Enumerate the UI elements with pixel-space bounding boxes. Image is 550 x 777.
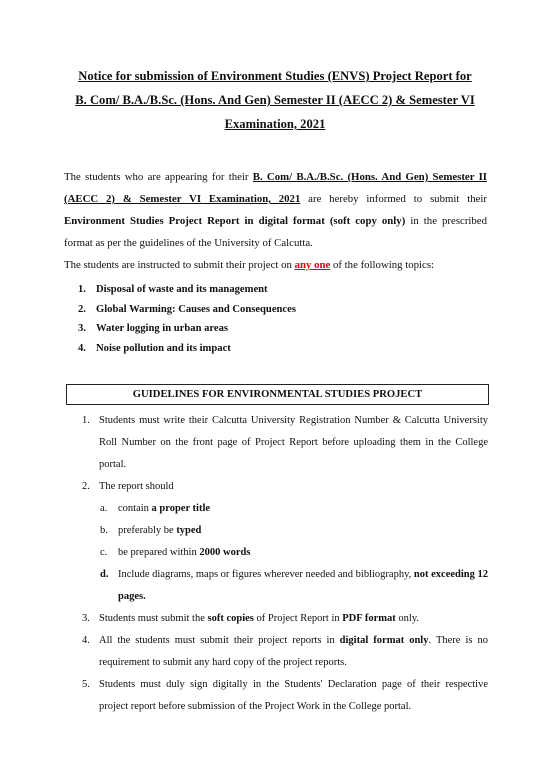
guideline-number: 3. xyxy=(82,613,90,624)
guideline-subitem-b xyxy=(82,520,488,542)
guideline-bold: PDF format xyxy=(342,613,396,624)
subitem-letter: d. xyxy=(100,569,109,580)
title-line-1: Notice for submission of Environment Studies (ENVS) Project Report for xyxy=(78,69,472,83)
subitem-text: Include diagrams, maps or figures wherever needed and bibliography, xyxy=(118,569,414,580)
intro-paragraph xyxy=(64,166,487,254)
intro-exam-name: B. Com/ B.A./B.Sc. (Hons. And Gen) Semester II (AECC 2) & Semester VI Examination, 2021 xyxy=(64,171,487,205)
topic-number: 2. xyxy=(78,303,86,315)
guideline-text: of Project Report in xyxy=(253,613,343,624)
subitem-bold: 2000 words xyxy=(199,547,251,558)
list-item xyxy=(78,280,498,300)
intro-report-format: Environment Studies Project Report in digital format (soft copy only) xyxy=(64,215,406,227)
subitem-bold: a proper title xyxy=(151,503,211,514)
subitem-letter: b. xyxy=(100,525,108,536)
guideline-number: 4. xyxy=(82,635,90,646)
guideline-bold: soft copies xyxy=(207,613,254,624)
notice-title xyxy=(40,64,510,136)
subitem-text: be prepared within xyxy=(118,547,200,558)
guideline-item-5 xyxy=(82,674,488,718)
guideline-item-3 xyxy=(82,608,488,630)
subitem-text: preferably be xyxy=(118,525,177,536)
guideline-text: only. xyxy=(395,613,420,624)
instruction-any-one: any one xyxy=(294,259,331,271)
guideline-text: All the students must submit their project reports in xyxy=(99,635,340,646)
subitem-bold: not exceeding 12 pages. xyxy=(118,569,488,602)
guideline-text: Students must write their Calcutta University Registration Number & Calcutta University Roll Number on the front page of Project Report before uploading them in the College portal. xyxy=(99,415,488,470)
list-item xyxy=(78,319,498,339)
instruction-text-1: The students are instructed to submit their project on xyxy=(64,259,295,271)
guidelines-heading: GUIDELINES FOR ENVIRONMENTAL STUDIES PROJECT xyxy=(66,384,489,405)
list-item xyxy=(78,300,498,320)
subitem-text: contain xyxy=(118,503,152,514)
topic-text: Water logging in urban areas xyxy=(96,323,229,334)
guideline-subitem-d xyxy=(82,564,488,608)
guideline-item-2 xyxy=(82,476,488,498)
subitem-letter: a. xyxy=(100,503,108,514)
title-line-2: B. Com/ B.A./B.Sc. (Hons. And Gen) Semester II (AECC 2) & Semester VI xyxy=(75,93,475,107)
list-item xyxy=(78,339,498,359)
intro-text-1: The students who are appearing for their xyxy=(64,171,253,183)
topic-text: Disposal of waste and its management xyxy=(96,284,268,295)
subitem-letter: c. xyxy=(100,547,108,558)
guideline-number: 1. xyxy=(82,415,90,426)
subitem-bold: typed xyxy=(176,525,202,536)
instruction-text-2: of the following topics: xyxy=(330,259,435,271)
guideline-bold: digital format only xyxy=(339,635,429,646)
guideline-number: 5. xyxy=(82,679,90,690)
guideline-item-1 xyxy=(82,410,488,476)
intro-text-3: in the prescribed format as per the guidelines of the University of Calcutta. xyxy=(64,215,488,249)
instruction-paragraph xyxy=(64,256,487,274)
topic-number: 4. xyxy=(78,342,86,354)
topic-text: Global Warming: Causes and Consequences xyxy=(96,303,296,315)
topics-list xyxy=(78,280,498,358)
guideline-item-4 xyxy=(82,630,488,674)
guideline-text: . There is no requirement to submit any hard copy of the project reports. xyxy=(99,635,488,668)
guideline-number: 2. xyxy=(82,481,90,492)
guideline-subitem-a xyxy=(82,498,488,520)
guideline-subitem-c xyxy=(82,542,488,564)
topic-text: Noise pollution and its impact xyxy=(96,342,231,354)
guideline-text: Students must submit the xyxy=(99,613,208,624)
title-line-3: Examination, 2021 xyxy=(224,117,326,131)
guideline-text: The report should xyxy=(99,481,174,492)
guidelines-list xyxy=(82,410,488,718)
topic-number: 3. xyxy=(78,323,86,334)
intro-text-2: are hereby informed to submit their xyxy=(300,193,487,205)
topic-number: 1. xyxy=(78,284,86,295)
guideline-text: Students must duly sign digitally in the Students' Declaration page of their respective project report before submission of the Project Work in the College portal. xyxy=(99,679,488,712)
